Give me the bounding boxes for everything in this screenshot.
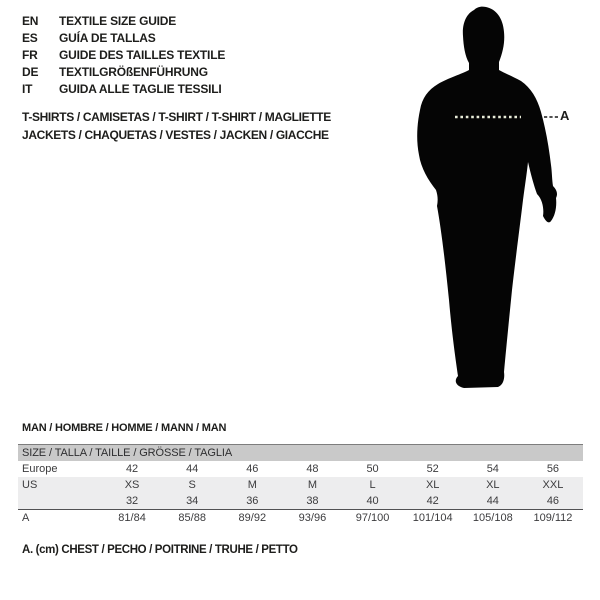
language-label: GUIDA ALLE TAGLIE TESSILI [59,82,222,96]
language-row [22,47,225,64]
table-row [18,477,583,493]
table-cell: 105/108 [472,512,513,524]
size-table-rows [18,461,583,526]
table-cell: XXL [542,479,564,491]
measure-label-a: A [560,108,570,123]
table-cell: 50 [366,463,379,475]
category-tshirts: T-SHIRTS / CAMISETAS / T-SHIRT / T-SHIRT / MAGLIETTE [22,110,331,124]
language-label: GUÍA DE TALLAS [59,31,156,45]
size-table-header-label: SIZE / TALLA / TAILLE / GRÖSSE / TAGLIA [22,447,233,459]
table-cell: S [188,479,196,491]
table-cell: 89/92 [238,512,267,524]
language-row [22,30,225,47]
table-cell: 101/104 [412,512,453,524]
table-cell: 52 [426,463,439,475]
language-label: TEXTILE SIZE GUIDE [59,14,177,28]
language-label: GUIDE DES TAILLES TEXTILE [59,48,226,62]
table-row [18,509,583,526]
table-row [18,493,583,509]
silhouette-shape [417,7,557,388]
man-silhouette-figure [403,0,600,400]
measurement-footnote: A. (cm) CHEST / PECHO / POITRINE / TRUHE / PETTO [22,544,298,556]
row-label: A [22,512,30,524]
language-row [22,13,225,30]
table-cell: 54 [486,463,499,475]
table-cell: 44 [186,463,199,475]
table-cell: 93/96 [298,512,327,524]
row-label: Europe [22,463,58,475]
table-cell: 42 [426,495,439,507]
row-label: US [22,479,38,491]
language-row [22,81,225,98]
table-cell: 109/112 [533,512,573,524]
language-list [22,13,225,98]
table-cell: 85/88 [178,512,206,524]
table-cell: 38 [306,495,319,507]
language-row [22,64,225,81]
size-table-header [18,444,583,461]
language-code: FR [22,48,38,62]
table-cell: M [247,479,257,491]
table-cell: 81/84 [118,512,146,524]
language-code: ES [22,31,38,45]
category-list [22,108,331,144]
table-cell: L [369,479,376,491]
language-code: EN [22,14,39,28]
table-cell: 42 [125,463,139,475]
table-cell: 40 [366,495,379,507]
table-cell: 32 [125,495,139,507]
size-table [18,444,583,526]
table-cell: 36 [246,495,259,507]
table-cell: M [307,479,318,491]
table-cell: 44 [486,495,499,507]
language-label: TEXTILGRÖßENFÜHRUNG [59,65,208,79]
table-cell: XL [486,479,500,491]
language-code: IT [22,82,33,96]
table-cell: 46 [546,495,560,507]
table-cell: 56 [546,463,560,475]
table-cell: 34 [186,495,199,507]
section-title-man: MAN / HOMBRE / HOMME / MANN / MAN [22,422,227,434]
man-silhouette [403,0,600,400]
table-row [18,461,583,477]
table-cell: 97/100 [355,512,390,524]
category-jackets: JACKETS / CHAQUETAS / VESTES / JACKEN / GIACCHE [22,128,329,142]
table-cell: 46 [246,463,259,475]
table-cell: XL [425,479,440,491]
table-cell: 48 [306,463,319,475]
table-cell: XS [124,479,140,491]
language-code: DE [22,65,39,79]
